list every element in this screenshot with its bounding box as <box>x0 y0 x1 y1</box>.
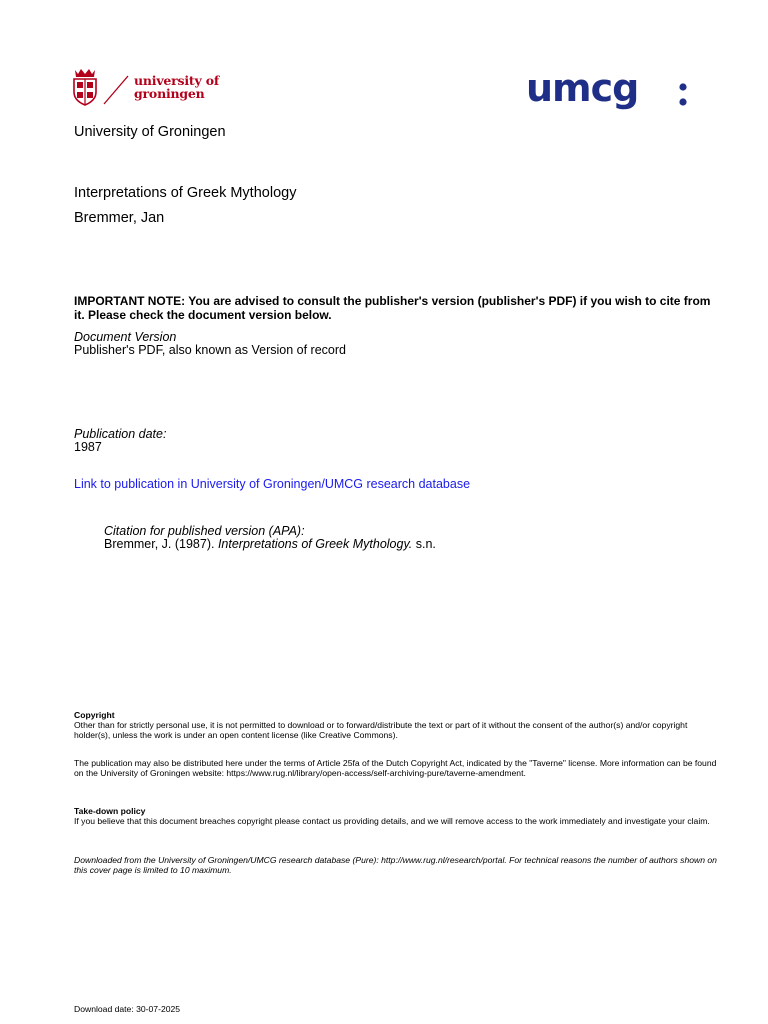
copyright-section <box>74 710 719 741</box>
takedown-section <box>74 806 719 826</box>
document-version-block <box>74 331 346 357</box>
important-note: IMPORTANT NOTE: You are advised to consult the publisher's version (publisher's PDF) if you wish to cite from it. Please check the document version below. <box>74 294 711 322</box>
logo-divider-slash <box>100 70 130 106</box>
citation-text <box>104 538 436 551</box>
research-database-link[interactable]: Link to publication in University of Groningen/UMCG research database <box>74 477 471 491</box>
rug-logo-line1: university of <box>134 73 220 88</box>
rug-logo-line2: groningen <box>134 86 205 101</box>
publication-date-block <box>74 428 166 454</box>
copyright-text: Other than for strictly personal use, it is not permitted to download or to forward/distribute the text or part of it without the consent of the author(s) and/or copyright holder(s), unless the work is under an open content license (like Creative Commons). <box>74 720 688 741</box>
university-crest-icon <box>72 68 98 106</box>
download-date: Download date: 30-07-2025 <box>74 1004 181 1014</box>
taverne-notice: The publication may also be distributed here under the terms of Article 25fa of the Dutch Copyright Act, indicated by the "Taverne" license. More information can be found on the University of Groningen website: https://www.rug.nl/library/open-access/self-archiving-pure/taverne-amendment. <box>74 758 717 779</box>
institution-name: University of Groningen <box>74 124 226 140</box>
publication-date-label: Publication date: <box>74 427 167 441</box>
citation-title: Interpretations of Greek Mythology. <box>217 537 413 551</box>
downloaded-from-note: Downloaded from the University of Groningen/UMCG research database (Pure): http://www.rug.nl/research/portal. For technical reasons the number of authors shown on this cover page is limited to 10 maximum. <box>74 855 717 876</box>
takedown-heading: Take-down policy <box>74 806 146 816</box>
publication-date-value: 1987 <box>74 440 102 454</box>
publication-title: Interpretations of Greek Mythology <box>74 185 297 201</box>
citation-block <box>104 525 436 551</box>
document-version-label: Document Version <box>74 330 177 344</box>
umcg-logo-text: umcg <box>526 66 639 110</box>
publication-author: Bremmer, Jan <box>74 210 165 226</box>
university-of-groningen-logo <box>72 68 222 108</box>
citation-suffix: s.n. <box>412 537 436 551</box>
citation-prefix: Bremmer, J. (1987). <box>104 537 218 551</box>
umcg-colon-icon <box>678 82 688 108</box>
copyright-heading: Copyright <box>74 710 115 720</box>
umcg-logo <box>526 68 696 108</box>
takedown-text: If you believe that this document breaches copyright please contact us providing details, and we will remove access to the work immediately and investigate your claim. <box>74 816 710 827</box>
citation-label: Citation for published version (APA): <box>104 524 305 538</box>
document-version-value: Publisher's PDF, also known as Version of record <box>74 343 346 357</box>
